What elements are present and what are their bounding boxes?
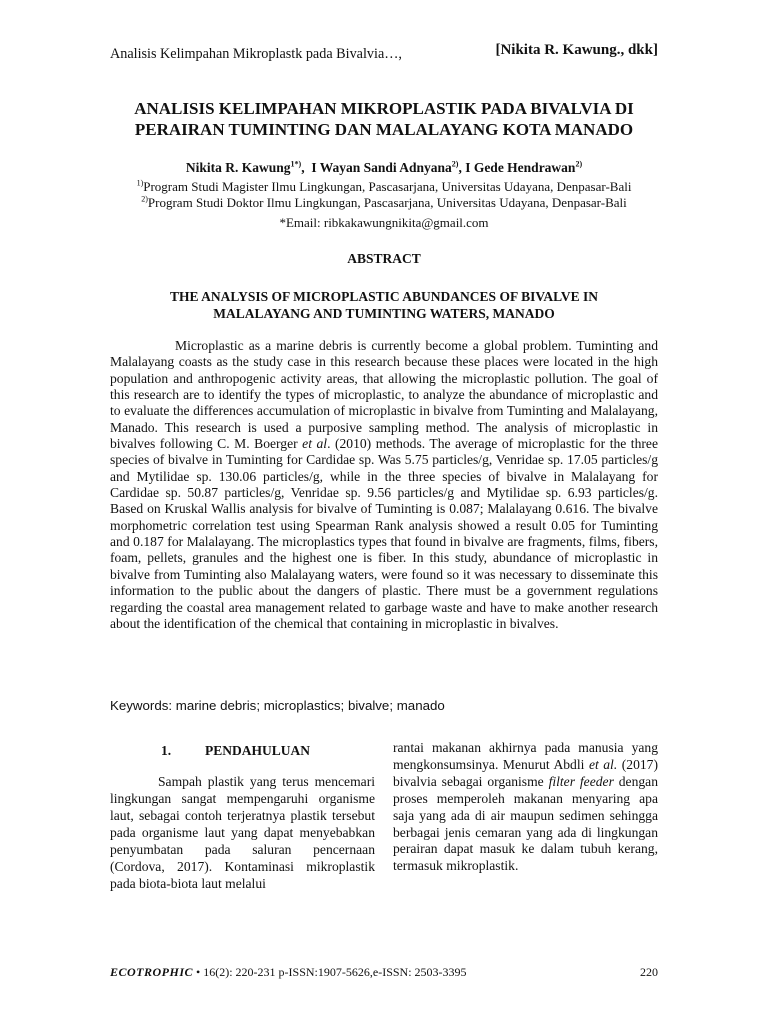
affiliation-2-sup: 2) — [141, 194, 148, 204]
bracket-open: [ — [495, 42, 501, 58]
affiliation-1-sup: 1) — [136, 178, 144, 188]
section-title: PENDAHULUAN — [205, 743, 311, 758]
abstract-heading: ABSTRACT — [347, 251, 421, 266]
intro-right-part-1: rantai makanan akhirnya pada manusia yang mengkonsumsinya. Menurut Abdli — [393, 740, 658, 772]
abstract-text-italic: et al — [302, 436, 328, 452]
paper-title-line-1: ANALISIS KELIMPAHAN MIKROPLASTIK PADA BIVALVIA DI — [134, 99, 634, 118]
running-title: Analisis Kelimpahan Mikroplastk pada Bivalvia…, — [110, 46, 402, 62]
running-authors-name: Nikita R. Kawung — [500, 42, 617, 58]
intro-right-italic-1: et al. — [588, 756, 618, 772]
journal-name: ECOTROPHIC — [110, 965, 194, 979]
affiliation-1 — [40, 179, 728, 195]
section-number: 1. — [161, 743, 172, 758]
intro-right-italic-2: filter feeder — [548, 773, 614, 789]
abstract-text-part-1: Microplastic as a marine debris is currently become a global problem. Tuminting and Malalayang coasts as the study case in this research because these places were located in the high population and anthropogenic activity areas, that allowing the microplastic pollution. The goal of this research are to identify the types of microplastic, to analyze the abundance of microplastic and to evaluate the differences accumulation of microplastic in bivalve from Tuminting and Malalayang, Manado. This research is used a purposive sampling method. The analysis of microplastic in bivalves following C. M. Boerger — [110, 338, 658, 452]
intro-right-part-2: (2017) bivalvia sebagai organisme — [393, 756, 659, 789]
bracket-close: ] — [653, 42, 658, 58]
keywords: Keywords: marine debris; microplastics; bivalve; manado — [110, 698, 445, 713]
column-left — [110, 742, 375, 892]
abstract-text-part-2: . (2010) methods. The average of microplastic for the three species of bivalve in Tuminting for Cardidae sp. Was 5.75 particles/g, Venridae sp. 17.05 particles/g and Mytilidae sp. 130.06 particles/g, while in the three species of bivalve in Malalayang for Cardidae sp. 50.87 particles/g, Venridae sp. 9.56 particles/g and Mytilidae sp. 6.93 particles/g. Based on Kruskal Wallis analysis for bivalve of Tuminting is 0.087; Malalayang 0.616. The bivalve morphometric correlation test using Spearman Rank analysis showed a result 0.05 for Tuminting and 0.187 for Malalayang. The microplastics types that found in bivalve are fragments, films, fibers, foam, pellets, granules and the highest one is fiber. In this study, abundance of microplastic in bivalve from Tuminting also Malalayang waters, were found so it was necessary to disseminate this information to the public about the dangers of plastic. There must be a government regulations regarding the coastal area management related to garbage waste and have to make another research about the identification of the chemical that containing in microplastic in bivalves. — [110, 436, 658, 631]
journal-citation: 16(2): 220-231 p-ISSN:1907-5626,e-ISSN: 2503-3395 — [203, 965, 467, 979]
footer-bullet: • — [193, 965, 204, 979]
page-footer — [110, 965, 658, 983]
author-3-sup: 2) — [575, 159, 583, 169]
author-2-sup: 2) — [451, 159, 459, 169]
paper-title — [60, 98, 708, 140]
footer-citation — [110, 965, 467, 980]
abstract-title-line-2: MALALAYANG AND TUMINTING WATERS, MANADO — [213, 306, 555, 321]
running-authors — [495, 42, 658, 59]
running-authors-suffix: ., dkk — [616, 42, 653, 58]
abstract-title — [110, 288, 658, 322]
intro-paragraph-left: Sampah plastik yang terus mencemari lingkungan sangat mempengaruhi organisme laut, sebagai contoh terjeratnya plastik tersebut pada organisme laut yang dapat menyebabkan penyumbatan pada saluran pencernaan (Cordova, 2017). Kontaminasi mikroplastik pada biota-biota laut melalui — [110, 774, 375, 891]
column-right — [393, 740, 658, 875]
author-list: Nikita R. Kawung$^{1*)}$, I Wayan Sandi Adnyana$^{2)}$, I Gede Hendrawan$^{2)}$ — [185, 159, 583, 175]
author-3-name: I Gede Hendrawan — [465, 160, 576, 175]
author-1-sup: 1*) — [290, 159, 302, 169]
intro-right-part-3: dengan proses memperoleh makanan menyaring apa saja yang ada di air maupun sedimen sehingga berbagai jenis cemaran yang ada di lingkungan perairan dapat masuk ke dalam tubuh kerang, termasuk mikroplastik. — [393, 773, 658, 874]
page-number: 220 — [640, 965, 658, 979]
corresponding-email: *Email: ribkakawungnikita@gmail.com — [279, 215, 489, 230]
abstract-body — [110, 338, 658, 632]
author-1-name: Nikita R. Kawung — [185, 160, 291, 175]
affiliation-2 — [40, 195, 728, 211]
affiliation-1-text: Program Studi Magister Ilmu Lingkungan, Pascasarjana, Universitas Udayana, Denpasar-Bali — [143, 179, 632, 194]
paper-title-line-2: PERAIRAN TUMINTING DAN MALALAYANG KOTA MANADO — [134, 120, 634, 139]
running-header — [110, 42, 658, 66]
section-heading — [110, 742, 375, 759]
abstract-title-line-1: THE ANALYSIS OF MICROPLASTIC ABUNDANCES OF BIVALVE IN — [170, 289, 598, 304]
affiliation-2-text: Program Studi Doktor Ilmu Lingkungan, Pascasarjana, Universitas Udayana, Denpasar-Bali — [147, 195, 627, 210]
author-2-name: I Wayan Sandi Adnyana — [311, 160, 452, 175]
